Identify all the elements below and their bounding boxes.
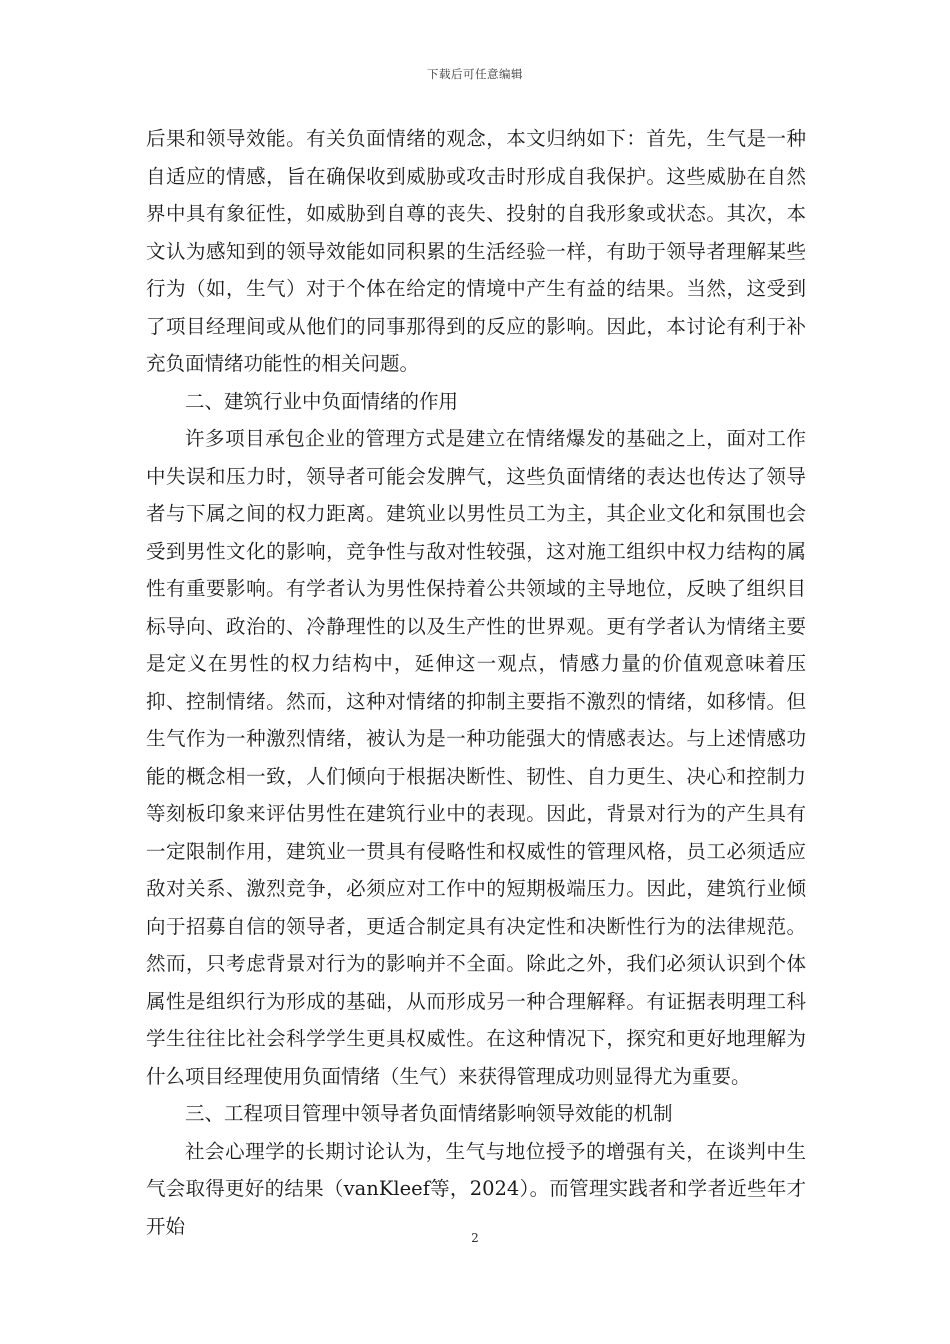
section-heading-3: 三、工程项目管理中领导者负面情绪影响领导效能的机制: [185, 1102, 673, 1125]
paragraph-section-2: 许多项目承包企业的管理方式是建立在情绪爆发的基础之上，面对工作中失误和压力时，领导者可能会发脾气，这些负面情绪的表达也传达了领导者与下属之间的权力距离。建筑业以男性员工为主，其企业文化和氛围也会受到男性文化的影响，竞争性与敌对性较强，这对施工组织中权力结构的属性有重要影响。有学者认为男性保持着公共领域的主导地位，反映了组织目标导向、政治的、冷静理性的以及生产性的世界观。更有学者认为情绪主要是定义在男性的权力结构中，延伸这一观点，情感力量的价值观意味着压抑、控制情绪。然而，这种对情绪的抑制主要指不激烈的情绪，如移情。但生气作为一种激烈情绪，被认为是一种功能强大的情感表达。与上述情感功能的概念相一致，人们倾向于根据决断性、韧性、自力更生、决心和控制力等刻板印象来评估男性在建筑行业中的表现。因此，背景对行为的产生具有一定限制作用，建筑业一贯具有侵略性和权威性的管理风格，员工必须适应敌对关系、激烈竞争，必须应对工作中的短期极端压力。因此，建筑行业倾向于招募自信的领导者，更适合制定具有决定性和决断性行为的法律规范。然而，只考虑背景对行为的影响并不全面。除此之外，我们必须认识到个体属性是组织行为形成的基础，从而形成另一种合理解释。有证据表明理工科学生往往比社会科学学生更具权威性。在这种情况下，探究和更好地理解为什么项目经理使用负面情绪（生气）来获得管理成功则显得尤为重要。: [146, 427, 806, 1088]
page-number: 2: [471, 1231, 479, 1245]
page-header: 下载后可任意编辑: [427, 67, 523, 81]
document-body: [146, 120, 806, 1245]
section-heading-2: 二、建筑行业中负面情绪的作用: [185, 389, 459, 413]
paragraph-continuation: 后果和领导效能。有关负面情绪的观念，本文归纳如下：首先，生气是一种自适应的情感，旨在确保收到威胁或攻击时形成自我保护。这些威胁在自然界中具有象征性，如威胁到自尊的丧失、投射的自我形象或状态。其次，本文认为感知到的领导效能如同积累的生活经验一样，有助于领导者理解某些行为（如，生气）对于个体在给定的情境中产生有益的结果。当然，这受到了项目经理间或从他们的同事那得到的反应的影响。因此，本讨论有利于补充负面情绪功能性的相关问题。: [146, 127, 806, 375]
paragraph-section-3: 社会心理学的长期讨论认为，生气与地位授予的增强有关，在谈判中生气会取得更好的结果（vanKleef等，2024）。而管理实践者和学者近些年才开始: [146, 1139, 806, 1238]
